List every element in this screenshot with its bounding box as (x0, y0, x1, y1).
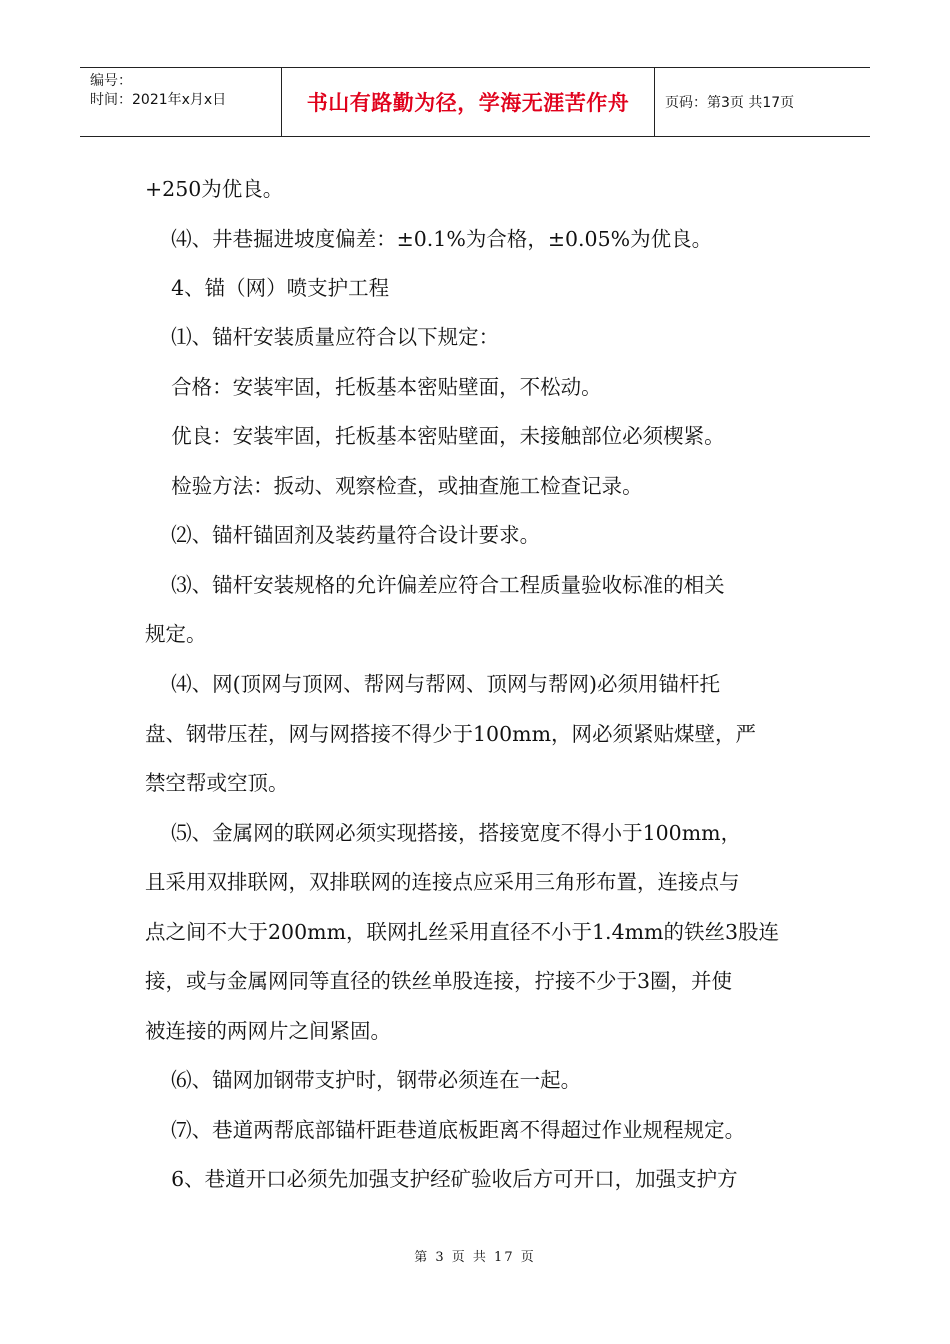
header-motto-cell (282, 68, 655, 136)
text-line: ⑺、巷道两帮底部锚杆距巷道底板距离不得超过作业规程规定。 (145, 1118, 746, 1142)
header-motto: 书山有路勤为径，学海无涯苦作舟 (306, 91, 630, 115)
text-line: 优良：安装牢固，托板基本密贴壁面，未接触部位必须楔紧。 (145, 424, 725, 448)
header-page-info: 页码：第3页 共17页 (665, 95, 795, 111)
header-meta (80, 68, 282, 136)
text-line: 被连接的两网片之间紧固。 (145, 1019, 391, 1043)
text-line: ⑷、井巷掘进坡度偏差：±0.1%为合格，±0.05%为优良。 (145, 227, 713, 251)
text-line: 检验方法：扳动、观察检查，或抽查施工检查记录。 (145, 474, 643, 498)
text-line: 接，或与金属网同等直径的铁丝单股连接，拧接不少于3圈，并使 (145, 969, 733, 993)
page-header (80, 67, 870, 137)
text-line: ⑴、锚杆安装质量应符合以下规定： (145, 325, 500, 349)
text-line: ⑶、锚杆安装规格的允许偏差应符合工程质量验收标准的相关 (145, 573, 725, 597)
text-line: ⑹、锚网加钢带支护时，钢带必须连在一起。 (145, 1068, 582, 1092)
text-line: 6、巷道开口必须先加强支护经矿验收后方可开口，加强支护方 (145, 1167, 738, 1191)
text-line: ⑸、金属网的联网必须实现搭接，搭接宽度不得小于100mm， (145, 821, 742, 845)
text-line: +250为优良。 (145, 177, 284, 201)
document-number-label: 编号： (90, 73, 132, 89)
text-line: 4、锚（网）喷支护工程 (145, 276, 390, 300)
text-line: 禁空帮或空顶。 (145, 771, 289, 795)
text-line: 点之间不大于200mm，联网扎丝采用直径不小于1.4mm的铁丝3股连 (145, 920, 780, 944)
text-line: 盘、钢带压茬，网与网搭接不得少于100mm，网必须紧贴煤壁，严 (145, 722, 757, 746)
document-time: 时间：2021年x月x日 (90, 92, 227, 108)
text-line: 合格：安装牢固，托板基本密贴壁面，不松动。 (145, 375, 602, 399)
page-footer: 第 3 页 共 17 页 (414, 1250, 536, 1265)
text-line: ⑷、网(顶网与顶网、帮网与帮网、顶网与帮网)必须用锚杆托 (145, 672, 721, 696)
text-line: 规定。 (145, 622, 207, 646)
text-line: ⑵、锚杆锚固剂及装药量符合设计要求。 (145, 523, 541, 547)
text-line: 且采用双排联网，双排联网的连接点应采用三角形布置，连接点与 (145, 870, 740, 894)
